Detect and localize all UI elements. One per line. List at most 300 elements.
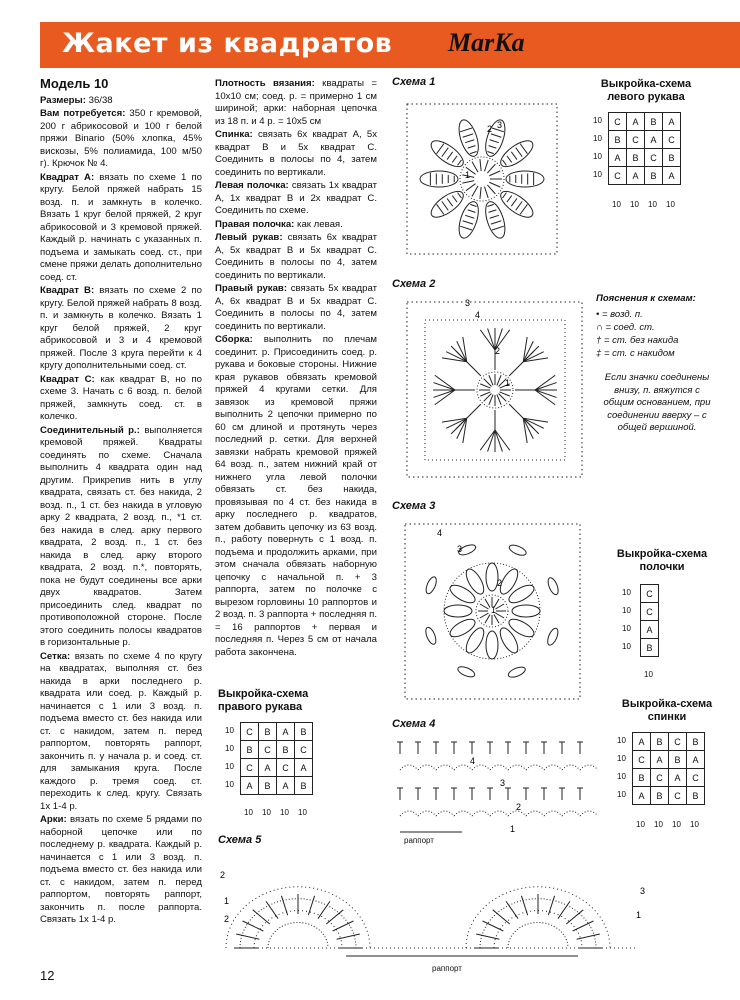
stitch	[236, 934, 259, 939]
stitch	[495, 613, 504, 618]
stitch	[491, 134, 501, 137]
stitch	[516, 148, 522, 157]
petal	[506, 616, 536, 640]
petal	[512, 605, 540, 617]
stitch	[487, 152, 493, 154]
right-front-label: Правая полочка:	[215, 218, 295, 230]
stitch	[487, 204, 493, 206]
grid-cell: A	[669, 769, 687, 787]
arch	[490, 811, 508, 816]
left-front-text: связать 1х квадрат A, 1х квадрат B и 2х квадрат C. Соединить по схеме.	[215, 180, 377, 216]
legend-item-sc	[596, 334, 721, 347]
stitch	[516, 201, 522, 210]
rapport-label-2: раппорт	[432, 964, 462, 973]
grid-cell: C	[641, 603, 659, 621]
stitch	[452, 156, 457, 163]
arch	[400, 765, 418, 770]
stitch	[491, 221, 501, 224]
grid-cell: B	[259, 777, 277, 795]
grid-cell: C	[295, 741, 313, 759]
rapport-label: раппорт	[404, 836, 434, 845]
stitch	[488, 430, 495, 452]
stitch	[442, 201, 448, 210]
stitch	[243, 921, 264, 931]
stitch	[489, 171, 500, 176]
stitch	[463, 134, 473, 137]
dim-label: 10	[244, 808, 253, 817]
stitch	[535, 390, 555, 405]
mesh-text: вязать по схеме 4 по кругу на квадратах, выполняя ст. без накида в арки последнего р. квадрата или соед. р. Каждый р. начинается с 1 или 3 возд. п. подъема вместо ст. без накида или ст. с накидом, затем п. перед раппортом, повторять раппорт, закончить п. у начала р. и соед. ст. для замыкания круга. После каждого р. тремя соед. ст. переходить к след. кругу. Связать 1х 1-4 р.	[40, 650, 202, 812]
dim-label: 10	[280, 808, 289, 817]
dim-label: 10	[593, 134, 602, 143]
dim-label: 10	[617, 736, 626, 745]
grid-cell: C	[651, 769, 669, 787]
legend-text: = ст. без накида	[603, 335, 679, 346]
materials-label: Вам потребуется:	[40, 108, 126, 119]
sizes-text: 36/38	[88, 94, 113, 106]
arch	[544, 811, 562, 816]
left-sleeve-pattern-title: Выкройка-схема левого рукава	[600, 78, 692, 103]
front-grid-body	[641, 585, 659, 657]
stitch	[465, 215, 474, 218]
round-num: 2	[516, 802, 522, 812]
grid-cell: A	[295, 759, 313, 777]
stitch	[476, 934, 499, 939]
left-sleeve-grid-body	[609, 113, 681, 185]
round-num: 1	[636, 910, 642, 920]
back-text: связать 6х квадрат A, 5х квадрат B и 5х квадрат C. Соединить в полосы по 4, затем соединить по вертикали.	[215, 129, 377, 178]
arch	[490, 765, 508, 770]
stitch	[480, 330, 495, 350]
petal	[482, 118, 509, 159]
legend-item-dc	[596, 347, 721, 360]
petal	[463, 625, 487, 655]
scheme-2-diagram	[395, 292, 595, 492]
grid-cell: C	[669, 733, 687, 751]
stitch	[489, 210, 497, 213]
square-c-text: как квадрат B, но по схеме 3. Начать с 6 возд. п. белой пряжей, замкнуть соед. ст. в колечко.	[40, 373, 202, 422]
grid-cell: B	[295, 777, 313, 795]
round-num: 3	[640, 886, 646, 896]
stitch	[489, 182, 500, 187]
stitch	[480, 430, 495, 450]
arch	[268, 923, 328, 949]
left-sleeve-text: связать 6х квадрат A, 5х квадрат B и 5х квадрат C. Соединить в полосы по 4, затем соединить по вертикали.	[215, 232, 377, 281]
dim-label: 10	[636, 820, 645, 829]
dim-label: 10	[622, 642, 631, 651]
petal	[546, 627, 560, 647]
stitch	[490, 140, 499, 143]
square-b-text: вязать по схеме 2 по кругу. Белой пряжей набрать 8 возд. п. и замкнуть в колечко. Вязать 1 круг белой пряжей, 2 круг абрикосовой и 3 и 4 кремовой пряжей. После 3 круга перейти к 4 кругу дополнительными соед. ст.	[40, 285, 202, 371]
stitch	[507, 196, 512, 203]
grid-cell: C	[645, 149, 663, 167]
round-num: 3	[500, 778, 506, 788]
arches-label: Арки:	[40, 814, 67, 825]
stitch	[460, 226, 472, 230]
round-num: 2	[487, 124, 493, 134]
grid-cell: A	[259, 759, 277, 777]
stitch	[458, 160, 462, 165]
legend-item-slip	[596, 321, 721, 334]
stitch	[468, 210, 476, 213]
stitch	[452, 196, 457, 203]
dim-label: 10	[225, 726, 234, 735]
square-c-label: Квадрат C:	[40, 373, 95, 385]
front-pattern-title: Выкройка-схема полочки	[616, 548, 708, 573]
grid-cell: B	[687, 733, 705, 751]
legend-text: = соед. ст.	[605, 322, 655, 333]
petal	[506, 171, 544, 187]
stitch	[535, 390, 557, 397]
round-num: 4	[470, 756, 476, 766]
petal	[497, 625, 521, 655]
petal	[507, 665, 527, 679]
petal	[420, 171, 458, 187]
single-crochet-icon: †	[596, 335, 602, 346]
petal	[447, 616, 477, 640]
stitch	[472, 186, 478, 196]
scheme-3-title: Схема 3	[392, 500, 436, 512]
sizes-label: Размеры:	[40, 94, 86, 106]
join-row-label: Соединительный р.:	[40, 424, 140, 436]
grid-cell: B	[277, 741, 295, 759]
grid-cell: A	[609, 149, 627, 167]
dim-label: 10	[622, 606, 631, 615]
square-a-text: вязать по схеме 1 по кругу. Белой пряжей набрать 15 возд. п. и замкнуть в колечко. Вязать 1 круг белой пряжей, 2 круг абрикосовой и 3 кремовой пряжей. Каждый р. начинать с указанных п. подъема и замыкать соед. ст., при смене пряжи делать дополнительно соед. ст.	[40, 171, 202, 283]
dim-label: 10	[622, 624, 631, 633]
stitch	[494, 614, 499, 623]
petal	[508, 543, 528, 557]
grid-cell: A	[641, 621, 659, 639]
stitch	[472, 162, 478, 172]
stitch	[480, 187, 481, 199]
dim-label: 10	[617, 772, 626, 781]
petal	[546, 576, 560, 596]
grid-cell: B	[241, 741, 259, 759]
round-num: 3	[465, 298, 471, 308]
stitch	[318, 901, 330, 918]
grid-cell: C	[259, 741, 277, 759]
dim-label: 10	[648, 200, 657, 209]
stitch	[521, 896, 527, 915]
stitch	[470, 152, 476, 154]
grid-cell: A	[633, 733, 651, 751]
grid-cell: C	[609, 113, 627, 131]
legend-item-chain	[596, 308, 721, 321]
left-sleeve-label: Левый рукав:	[215, 232, 283, 243]
grid-cell: C	[627, 131, 645, 149]
grid-cell: A	[277, 777, 295, 795]
arches-text: вязать по схеме 5 рядами по наборной цепочке или по последнему р. квадрата. Каждый р. начинается с 1 или 3 возд. п. подъема вместо ст. без накида или ст. с накидом, затем п. перед раппортом, повторять раппорт, закончить п. после раппорта. Связать 1х 1-4 р.	[40, 814, 202, 925]
stitch	[326, 910, 343, 924]
left-front-label: Левая полочка:	[215, 180, 289, 191]
arch	[526, 765, 544, 770]
grid-cell: B	[627, 149, 645, 167]
stitch	[535, 383, 557, 390]
arch	[454, 811, 472, 816]
stitch	[437, 204, 444, 214]
arch	[508, 765, 526, 770]
stitch	[566, 910, 583, 924]
dim-label: 10	[225, 744, 234, 753]
petal	[482, 199, 509, 240]
dim-label: 10	[690, 820, 699, 829]
back-pattern-title: Выкройка-схема спинки	[621, 698, 713, 723]
slip-stitch-icon: ∩	[596, 322, 603, 333]
round-num: 1	[465, 170, 471, 180]
dim-label: 10	[593, 152, 602, 161]
grid-cell: C	[241, 723, 259, 741]
back-grid	[632, 732, 705, 805]
round-num: 2	[497, 578, 503, 588]
stitch	[470, 204, 476, 206]
grid-cell: C	[609, 167, 627, 185]
stitch	[495, 430, 502, 452]
square-a-label: Квадрат A:	[40, 171, 95, 183]
round-num: 1	[491, 605, 497, 615]
dim-label: 10	[617, 790, 626, 799]
dim-label: 10	[298, 808, 307, 817]
round-num: 4	[475, 310, 481, 320]
scheme-1-diagram	[395, 92, 570, 267]
scheme-2-title: Схема 2	[392, 278, 436, 290]
stitch	[484, 160, 488, 171]
grid-cell: B	[641, 639, 659, 657]
header-banner	[40, 22, 740, 68]
assembly-label: Сборка:	[215, 334, 253, 345]
density-label: Плотность вязания:	[215, 78, 315, 89]
stitch	[466, 184, 476, 191]
petal	[456, 665, 476, 679]
dim-label: 10	[593, 116, 602, 125]
grid-cell: B	[645, 113, 663, 131]
model-heading: Модель 10	[40, 76, 109, 91]
scheme-5-diagram	[218, 848, 658, 963]
back-label: Спинка:	[215, 129, 253, 140]
stitch	[511, 198, 517, 206]
petal	[455, 118, 482, 159]
arch	[418, 811, 436, 816]
grid-cell: B	[645, 167, 663, 185]
stitch	[447, 198, 453, 206]
round-num: 2	[220, 870, 226, 880]
legend	[596, 292, 721, 360]
brand-logo: MarKa	[448, 28, 525, 57]
mesh-label: Сетка:	[40, 650, 71, 662]
stitch	[433, 383, 455, 390]
petal	[447, 582, 477, 606]
grid-cell: A	[627, 113, 645, 131]
arch	[562, 811, 580, 816]
arch	[526, 811, 544, 816]
arch	[400, 811, 418, 816]
arch	[472, 811, 490, 816]
stitch	[487, 164, 495, 173]
stitch	[480, 159, 481, 171]
stitch	[435, 390, 455, 405]
stitch	[484, 187, 488, 198]
stitch	[483, 921, 504, 931]
stitch	[442, 148, 448, 157]
petal	[506, 582, 536, 606]
grid-cell: C	[277, 759, 295, 777]
scheme-1-title: Схема 1	[392, 76, 436, 88]
square-b-label: Квадрат B:	[40, 285, 95, 296]
arch	[494, 911, 582, 948]
grid-cell: B	[687, 787, 705, 805]
stitch	[333, 921, 354, 931]
right-sleeve-pattern-title: Выкройка-схема правого рукава	[218, 688, 309, 713]
petal	[455, 199, 482, 240]
stitch	[460, 128, 472, 132]
grid-cell: A	[627, 167, 645, 185]
dim-label: 10	[644, 670, 653, 679]
stitch	[492, 226, 504, 230]
right-sleeve-grid-body	[241, 723, 313, 795]
grid-cell: A	[663, 113, 681, 131]
grid-cell: C	[687, 769, 705, 787]
right-sleeve-text: связать 5х квадрат A, 6х квадрат B и 5х квадрат C. Соединить в полосы по 4, затем соединить по вертикали.	[215, 283, 377, 332]
round-num: 1	[505, 378, 511, 388]
stitch	[485, 599, 490, 608]
stitch	[468, 146, 476, 149]
back-grid-body	[633, 733, 705, 805]
legend-title: Пояснения к схемам:	[596, 293, 696, 304]
stitch	[548, 896, 554, 915]
stitch	[437, 144, 444, 154]
stitch	[435, 375, 455, 390]
grid-cell: B	[633, 769, 651, 787]
stitch	[458, 193, 462, 198]
grid-cell: A	[645, 131, 663, 149]
page-number: 12	[40, 968, 55, 983]
dim-label: 10	[672, 820, 681, 829]
round-num: 1	[224, 896, 230, 906]
stitch	[485, 614, 490, 623]
grid-cell: A	[651, 751, 669, 769]
dim-label: 10	[262, 808, 271, 817]
double-crochet-icon: ‡	[596, 348, 602, 359]
grid-cell: A	[277, 723, 295, 741]
stitch	[253, 910, 270, 924]
stitch	[493, 910, 510, 924]
scheme-5-title: Схема 5	[218, 834, 262, 846]
stitch	[520, 204, 527, 214]
petal	[486, 631, 498, 659]
stitch	[490, 215, 499, 218]
chain-icon: •	[596, 309, 600, 320]
dim-label: 10	[225, 762, 234, 771]
grid-cell: C	[241, 759, 259, 777]
right-front-text: как левая.	[297, 218, 343, 230]
density-text: квадраты = 10х10 см; соед. р. = примерно 1 см шириной; арки: наборная цепочка из 18 п. и 4 р. = 10х5 см	[215, 78, 377, 127]
petal	[424, 575, 438, 595]
legend-note: Если значки соединены внизу, п. вяжутся с общим основанием, при соединении вверху – с общей вершиной.	[603, 372, 711, 433]
grid-cell: B	[651, 787, 669, 805]
round-num: 1	[510, 824, 516, 834]
arch	[508, 923, 568, 949]
arch	[436, 765, 454, 770]
grid-cell: C	[641, 585, 659, 603]
dim-label: 10	[666, 200, 675, 209]
arch	[254, 911, 342, 948]
stitch	[480, 604, 489, 609]
stitch	[495, 430, 510, 450]
stitch	[462, 181, 474, 183]
dim-label: 10	[622, 588, 631, 597]
petal	[444, 605, 472, 617]
right-sleeve-label: Правый рукав:	[215, 283, 288, 294]
arch	[544, 765, 562, 770]
column-2	[215, 78, 377, 660]
stitch	[308, 896, 314, 915]
dim-label: 10	[612, 200, 621, 209]
stitch	[281, 896, 287, 915]
scheme-4-title: Схема 4	[392, 718, 436, 730]
petal	[463, 566, 487, 596]
arch	[418, 765, 436, 770]
column-1	[40, 78, 202, 928]
arch	[580, 811, 598, 816]
round-num: 3	[497, 120, 503, 130]
front-grid	[640, 584, 659, 657]
materials-text: 350 г кремовой, 200 г абрикосовой и 100 г белой пряжи Binario (50% хлопка, 45% вискозы, 5% полиамида, 100 м/50 г). Крючок № 4.	[40, 108, 202, 169]
grid-cell: B	[669, 751, 687, 769]
stitch	[503, 193, 507, 198]
stitch	[511, 152, 517, 160]
arch	[436, 811, 454, 816]
stitch	[495, 604, 504, 609]
stitch	[558, 901, 570, 918]
grid-cell: A	[687, 751, 705, 769]
stitch	[465, 140, 474, 143]
grid-cell: B	[651, 733, 669, 751]
grid-cell: C	[663, 131, 681, 149]
arch	[562, 765, 580, 770]
round-num: 2	[495, 346, 501, 356]
dim-label: 10	[617, 754, 626, 763]
dim-label: 10	[225, 780, 234, 789]
stitch	[447, 152, 453, 160]
dim-label: 10	[630, 200, 639, 209]
stitch	[480, 613, 489, 618]
join-row-text: выполняется кремовой пряжей. Квадраты соединять по схеме. Сначала выполнить 4 квадрата один над другим. Прикрепив нить в углу квадрата, связать ст. без накида, 2 возд. п., 1 ст. без накида в угловую арку 2 квадрата, 2 возд. п., *1 ст. без накида в след. арку первого квадрата, 2 возд. п., 1 ст. без накида в след. арку второго квадрата, 2 возд. п.*, повторять, пока не будут соединены все арки двух квадратов. Затем присоединить след. квадрат по противоположной стороне. После этого соединить полосы квадратов в горизонтальные р.	[40, 424, 203, 648]
stitch	[503, 160, 507, 165]
legend-text: = ст. с накидом	[603, 348, 675, 359]
stitch	[507, 156, 512, 163]
grid-cell: A	[241, 777, 259, 795]
grid-cell: B	[295, 723, 313, 741]
legend-text: = возд. п.	[601, 309, 643, 320]
round-num: 2	[224, 914, 230, 924]
scheme-4-diagram	[392, 734, 602, 844]
petal	[424, 626, 438, 646]
round-num: 3	[457, 544, 463, 554]
scheme-3-diagram	[395, 514, 595, 709]
dim-label: 10	[593, 170, 602, 179]
assembly-text: выполнить по плечам соединит. р. Присоединить соед. р. рукава и боковые стороны. Нижние края рукавов обвязать кремовой пряжей 4 кругами сетки. Для завязок из кремовой пряжи выполнить 2 цепочки примерно по 60 см длиной и протянуть через последний р. сетки. Для верхней завязки набрать кремовой пряжей 64 возд. п., затем нижний край от нижнего угла левой полочки обвязать ст. без накида, провязывая по 4 ст. без накида в арку последнего р. квадратов, затем добавить цепочку из 63 возд. п., работу повернуть с 1 возд. п. подъема и продолжить арками, при этом сначала обвязать наборную цепочку с начальной п. + 3 раппорта, затем по полочке с вырезом горловины 10 раппортов и 2 возд. п. 3 раппорта + последняя п. = 16 раппортов + первая и последняя п. Через 5 см от начала работа закончена.	[215, 334, 377, 658]
stitch	[488, 328, 495, 350]
stitch	[487, 185, 495, 194]
left-sleeve-grid	[608, 112, 681, 185]
arch	[580, 765, 598, 770]
dim-label: 10	[654, 820, 663, 829]
grid-cell: C	[633, 751, 651, 769]
grid-cell: A	[633, 787, 651, 805]
stitch	[463, 221, 473, 224]
stitch	[573, 921, 594, 931]
grid-cell: A	[663, 167, 681, 185]
